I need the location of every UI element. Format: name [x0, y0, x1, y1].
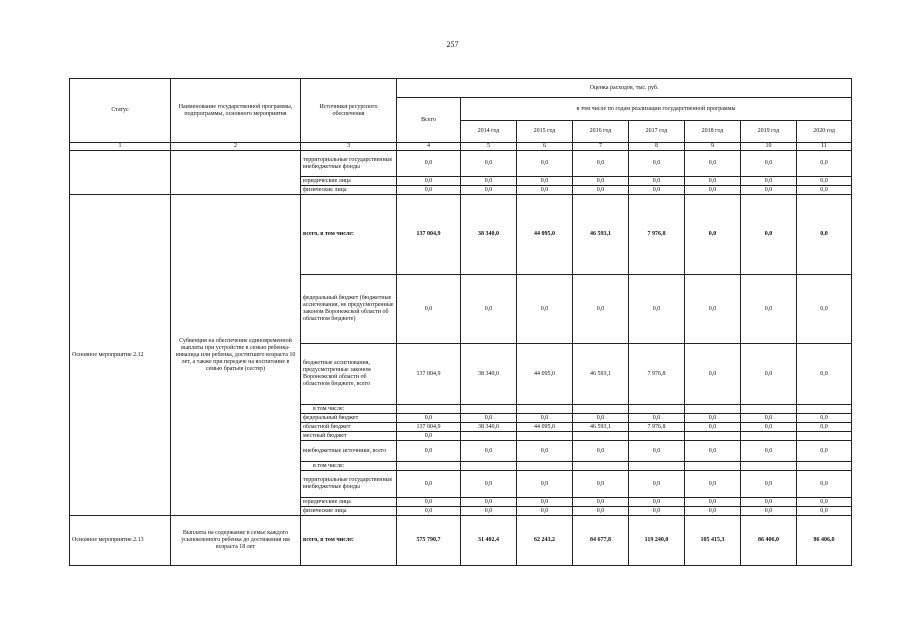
source-cell: местный бюджет — [301, 432, 397, 441]
value-cell: 0,0 — [517, 177, 573, 186]
value-cell: 0,0 — [517, 414, 573, 423]
value-cell: 0,0 — [461, 507, 517, 516]
value-cell: 0,0 — [461, 177, 517, 186]
value-cell: 0,0 — [741, 498, 797, 507]
value-cell: 84 677,8 — [573, 516, 629, 566]
header-year: 2018 год — [685, 121, 741, 143]
value-cell: 62 243,2 — [517, 516, 573, 566]
value-cell: 0,0 — [741, 195, 797, 275]
value-cell — [461, 462, 517, 471]
value-cell — [461, 432, 517, 441]
value-cell: 0,0 — [397, 186, 461, 195]
value-cell: 0,0 — [741, 441, 797, 462]
status-cell: Основное мероприятие 2.13 — [70, 516, 171, 566]
source-cell: федеральный бюджет — [301, 414, 397, 423]
value-cell — [629, 432, 685, 441]
value-cell: 0,0 — [685, 507, 741, 516]
value-cell: 0,0 — [517, 498, 573, 507]
source-cell: бюджетные ассигнования, предусмотренные законом Воронежской области об областном бюджете, всего — [301, 344, 397, 405]
value-cell: 0,0 — [741, 423, 797, 432]
value-cell: 0,0 — [797, 344, 852, 405]
value-cell: 0,0 — [573, 507, 629, 516]
value-cell: 0,0 — [517, 151, 573, 177]
value-cell — [573, 462, 629, 471]
value-cell: 0,0 — [685, 414, 741, 423]
column-number: 1 — [70, 143, 171, 151]
value-cell: 0,0 — [573, 471, 629, 498]
value-cell: 0,0 — [741, 471, 797, 498]
value-cell: 0,0 — [517, 186, 573, 195]
value-cell: 0,0 — [517, 275, 573, 344]
budget-table — [69, 78, 852, 566]
value-cell: 0,0 — [685, 498, 741, 507]
value-cell: 0,0 — [397, 441, 461, 462]
value-cell: 0,0 — [629, 275, 685, 344]
value-cell: 0,0 — [685, 275, 741, 344]
value-cell — [629, 405, 685, 414]
value-cell: 0,0 — [397, 432, 461, 441]
value-cell: 0,0 — [741, 507, 797, 516]
value-cell: 0,0 — [741, 151, 797, 177]
value-cell: 0,0 — [517, 441, 573, 462]
value-cell: 0,0 — [461, 151, 517, 177]
column-number: 5 — [461, 143, 517, 151]
value-cell: 0,0 — [397, 507, 461, 516]
header-source: Источники ресурсного обеспечения — [301, 79, 397, 143]
header-status: Статус — [70, 79, 171, 143]
value-cell: 0,0 — [629, 186, 685, 195]
value-cell: 0,0 — [685, 441, 741, 462]
value-cell — [461, 405, 517, 414]
value-cell: 0,0 — [517, 471, 573, 498]
table-row — [70, 516, 852, 566]
value-cell: 0,0 — [797, 177, 852, 186]
value-cell: 0,0 — [573, 177, 629, 186]
value-cell: 0,0 — [517, 507, 573, 516]
value-cell — [517, 432, 573, 441]
value-cell: 7 976,8 — [629, 195, 685, 275]
source-cell: внебюджетные источники, всего — [301, 441, 397, 462]
table-row — [70, 151, 852, 177]
column-number: 10 — [741, 143, 797, 151]
value-cell: 0,0 — [573, 151, 629, 177]
value-cell: 575 790,7 — [397, 516, 461, 566]
page-number: 257 — [446, 40, 459, 49]
value-cell: 0,0 — [461, 441, 517, 462]
value-cell — [797, 405, 852, 414]
value-cell: 0,0 — [797, 195, 852, 275]
value-cell: 44 095,0 — [517, 423, 573, 432]
header-by-years: в том числе по годам реализации государственной программы — [461, 98, 852, 121]
value-cell: 0,0 — [629, 177, 685, 186]
value-cell — [517, 405, 573, 414]
value-cell: 38 340,0 — [461, 195, 517, 275]
header-name: Наименование государственной программы, подпрограммы, основного мероприятия — [171, 79, 301, 143]
value-cell: 0,0 — [741, 414, 797, 423]
value-cell: 0,0 — [461, 471, 517, 498]
value-cell: 0,0 — [741, 275, 797, 344]
value-cell: 38 340,0 — [461, 423, 517, 432]
value-cell: 0,0 — [629, 151, 685, 177]
value-cell: 0,0 — [461, 275, 517, 344]
value-cell — [397, 462, 461, 471]
value-cell: 44 095,0 — [517, 344, 573, 405]
value-cell — [741, 405, 797, 414]
value-cell: 0,0 — [685, 186, 741, 195]
value-cell: 0,0 — [461, 498, 517, 507]
source-cell: физические лица — [301, 186, 397, 195]
value-cell — [797, 462, 852, 471]
source-cell: территориальные государственные внебюджетные фонды — [301, 471, 397, 498]
value-cell: 0,0 — [461, 414, 517, 423]
source-cell: в том числе: — [301, 462, 397, 471]
value-cell: 86 406,0 — [741, 516, 797, 566]
value-cell: 0,0 — [397, 177, 461, 186]
source-cell: федеральный бюджет (бюджетные ассигнования, не предусмотренные законом Воронежской области об областном бюджете) — [301, 275, 397, 344]
value-cell: 0,0 — [797, 471, 852, 498]
value-cell: 0,0 — [573, 414, 629, 423]
value-cell: 86 406,0 — [797, 516, 852, 566]
value-cell — [685, 405, 741, 414]
value-cell — [629, 462, 685, 471]
value-cell: 44 095,0 — [517, 195, 573, 275]
name-cell — [171, 151, 301, 195]
value-cell: 0,0 — [685, 177, 741, 186]
value-cell: 0,0 — [685, 195, 741, 275]
header-year: 2019 год — [741, 121, 797, 143]
value-cell: 0,0 — [797, 186, 852, 195]
status-cell: Основное мероприятие 2.12 — [70, 195, 171, 516]
value-cell: 0,0 — [461, 186, 517, 195]
value-cell — [517, 462, 573, 471]
value-cell: 0,0 — [797, 151, 852, 177]
value-cell: 0,0 — [629, 507, 685, 516]
value-cell — [797, 432, 852, 441]
value-cell: 0,0 — [741, 186, 797, 195]
value-cell: 0,0 — [797, 275, 852, 344]
header-year: 2014 год — [461, 121, 517, 143]
column-number: 4 — [397, 143, 461, 151]
value-cell: 105 415,3 — [685, 516, 741, 566]
value-cell: 0,0 — [797, 441, 852, 462]
value-cell: 0,0 — [797, 423, 852, 432]
source-cell: всего, в том числе: — [301, 195, 397, 275]
value-cell — [573, 405, 629, 414]
source-cell: в том числе: — [301, 405, 397, 414]
column-number: 7 — [573, 143, 629, 151]
value-cell: 0,0 — [573, 275, 629, 344]
value-cell: 0,0 — [685, 423, 741, 432]
source-cell: юридические лица — [301, 498, 397, 507]
value-cell: 31 402,4 — [461, 516, 517, 566]
source-cell: всего, в том числе: — [301, 516, 397, 566]
source-cell: территориальные государственные внебюджетные фонды — [301, 151, 397, 177]
value-cell: 46 593,1 — [573, 423, 629, 432]
name-cell: Субвенция на обеспечение единовременной выплаты при устройстве в семью ребенка-инвалида или ребенка, достигшего возраста 10 лет, а также при передаче на воспитание в семью братьев (сестер) — [171, 195, 301, 516]
value-cell: 38 340,0 — [461, 344, 517, 405]
value-cell — [685, 432, 741, 441]
value-cell: 0,0 — [685, 151, 741, 177]
value-cell: 0,0 — [573, 498, 629, 507]
value-cell: 0,0 — [629, 498, 685, 507]
status-cell — [70, 151, 171, 195]
value-cell — [741, 432, 797, 441]
value-cell: 0,0 — [397, 414, 461, 423]
column-number: 3 — [301, 143, 397, 151]
value-cell: 137 004,9 — [397, 423, 461, 432]
value-cell: 137 004,9 — [397, 195, 461, 275]
header-year: 2017 год — [629, 121, 685, 143]
header-estimate: Оценка расходов, тыс. руб. — [397, 79, 852, 98]
value-cell: 0,0 — [397, 498, 461, 507]
source-cell: областной бюджет — [301, 423, 397, 432]
value-cell — [685, 462, 741, 471]
header-year: 2015 год — [517, 121, 573, 143]
value-cell: 137 004,9 — [397, 344, 461, 405]
value-cell: 0,0 — [573, 186, 629, 195]
name-cell: Выплаты на содержание в семье каждого усыновленного ребенка до достижения им возраста 18 лет — [171, 516, 301, 566]
column-number: 6 — [517, 143, 573, 151]
value-cell: 0,0 — [629, 471, 685, 498]
value-cell: 46 593,1 — [573, 344, 629, 405]
value-cell: 0,0 — [797, 498, 852, 507]
value-cell — [573, 432, 629, 441]
value-cell: 0,0 — [397, 151, 461, 177]
source-cell: юридические лица — [301, 177, 397, 186]
value-cell: 0,0 — [629, 414, 685, 423]
value-cell: 0,0 — [741, 177, 797, 186]
column-number: 2 — [171, 143, 301, 151]
column-number: 11 — [797, 143, 852, 151]
value-cell: 0,0 — [685, 471, 741, 498]
header-total: Всего — [397, 98, 461, 143]
value-cell — [741, 462, 797, 471]
value-cell: 0,0 — [397, 275, 461, 344]
value-cell: 0,0 — [797, 414, 852, 423]
value-cell: 7 976,8 — [629, 423, 685, 432]
value-cell: 119 240,0 — [629, 516, 685, 566]
value-cell: 0,0 — [741, 344, 797, 405]
value-cell — [397, 405, 461, 414]
value-cell: 46 593,1 — [573, 195, 629, 275]
value-cell: 0,0 — [573, 441, 629, 462]
value-cell: 0,0 — [397, 471, 461, 498]
header-year: 2020 год — [797, 121, 852, 143]
value-cell: 0,0 — [797, 507, 852, 516]
value-cell: 0,0 — [629, 441, 685, 462]
header-year: 2016 год — [573, 121, 629, 143]
source-cell: физические лица — [301, 507, 397, 516]
value-cell: 0,0 — [685, 344, 741, 405]
table-row — [70, 195, 852, 275]
value-cell: 7 976,8 — [629, 344, 685, 405]
column-number: 8 — [629, 143, 685, 151]
column-number: 9 — [685, 143, 741, 151]
